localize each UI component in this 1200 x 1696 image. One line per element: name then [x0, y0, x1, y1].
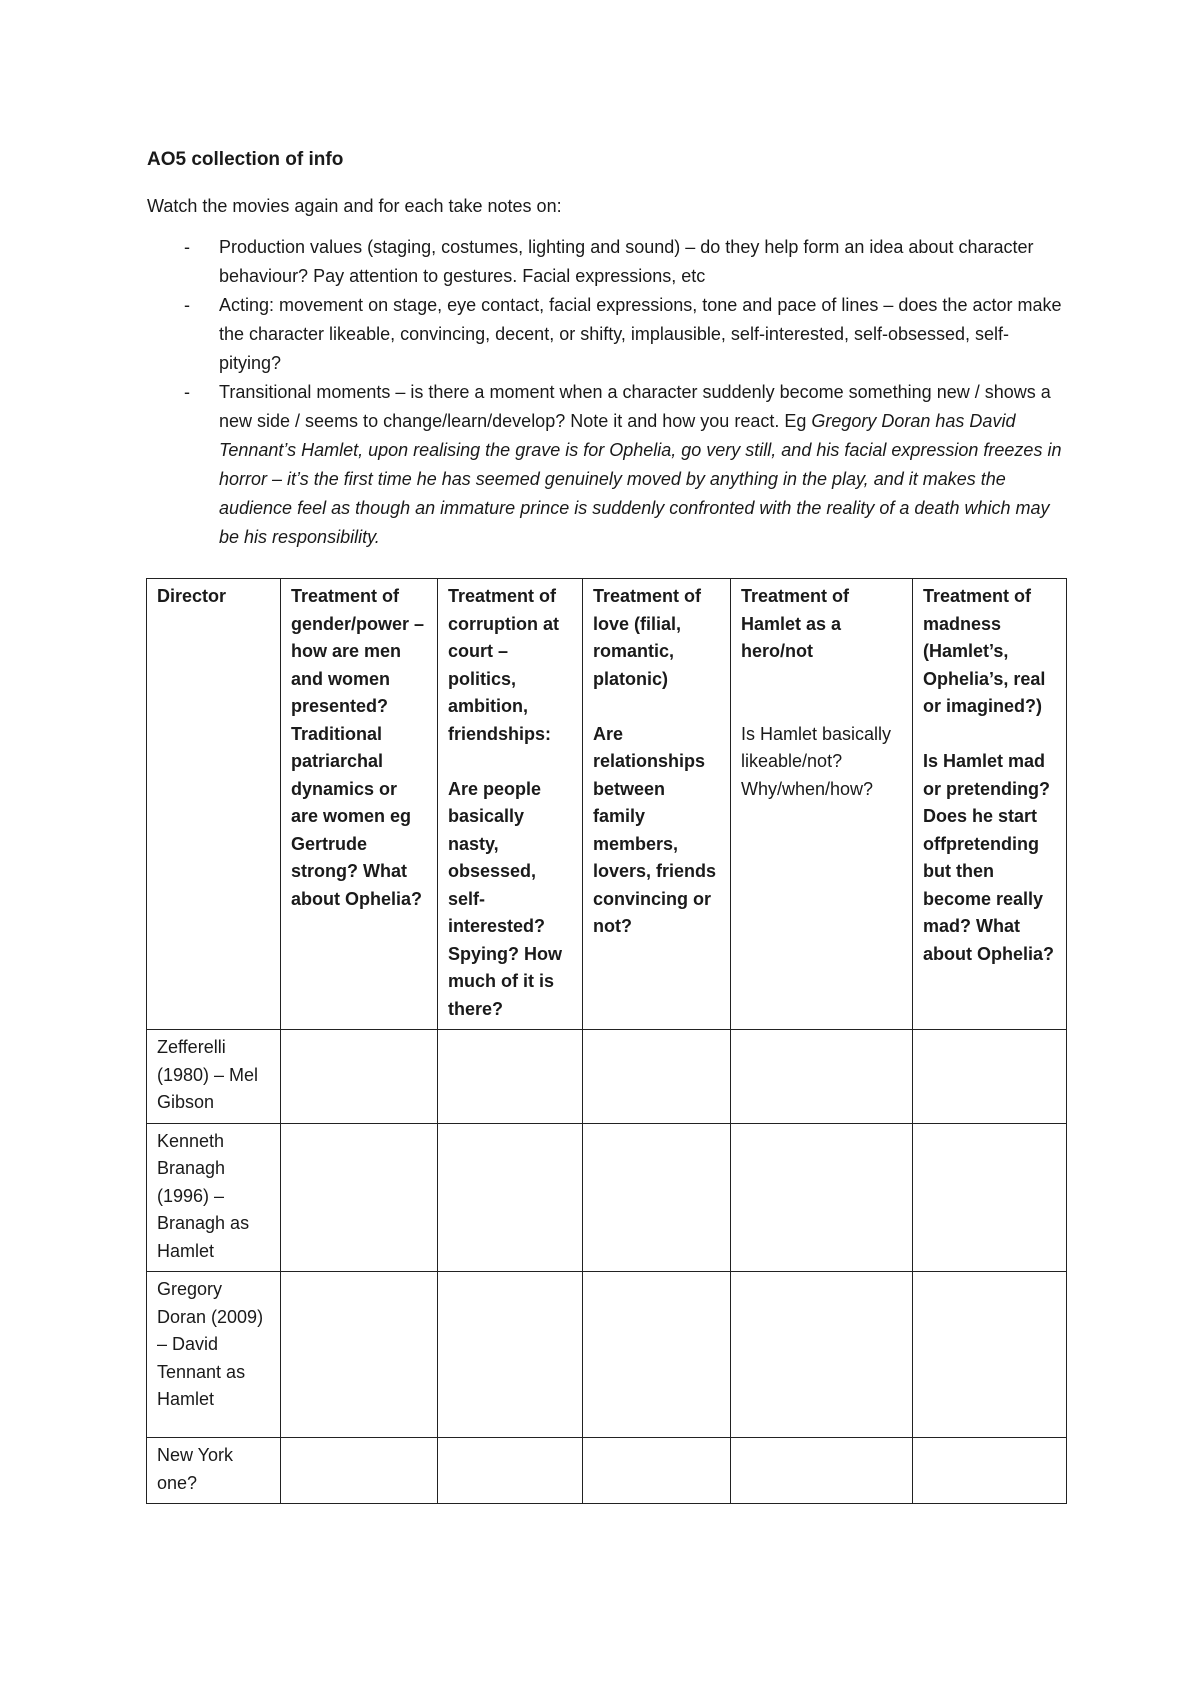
list-item: [147, 233, 1065, 291]
table-header-row: [147, 579, 1067, 1030]
empty-cell[interactable]: [438, 1123, 583, 1272]
empty-cell[interactable]: [281, 1030, 438, 1124]
empty-cell[interactable]: [438, 1030, 583, 1124]
bullet-text: Acting: movement on stage, eye contact, facial expressions, tone and pace of lines – does the actor make the character likeable, convincing, decent, or shifty, implausible, self-interested, self-obsessed, self-pitying?: [219, 295, 1062, 373]
bullet-text: Transitional moments – is there a moment when a character suddenly become something new / shows a new side / seems to change/learn/develop? Note it and how you react. Eg: [219, 382, 1051, 431]
empty-cell[interactable]: [913, 1272, 1067, 1438]
example-text: Gregory Doran has David Tennant’s Hamlet, upon realising the grave is for Ophelia, go very still, and his facial expression freezes in horror – it’s the first time he has seemed genuinely moved by anything in the play, and it makes the audience feel as though an immature prince is suddenly confronted with the reality of a death which may be his responsibility.: [219, 411, 1062, 547]
dash-bullet: -: [184, 382, 190, 402]
notes-table: [146, 578, 1067, 1504]
table-row: [147, 1123, 1067, 1272]
director-cell: Gregory Doran (2009) – David Tennant as Hamlet: [147, 1272, 281, 1438]
bullet-text: Production values (staging, costumes, lighting and sound) – do they help form an idea about character behaviour? Pay attention to gestures. Facial expressions, etc: [219, 237, 1034, 286]
empty-cell[interactable]: [913, 1030, 1067, 1124]
header-love: Treatment of love (filial, romantic, platonic) Are relationships between family members, lovers, friends convincing or not?: [583, 579, 731, 1030]
document-title: AO5 collection of info: [147, 149, 344, 170]
empty-cell[interactable]: [281, 1438, 438, 1504]
intro-text: Watch the movies again and for each take notes on:: [147, 196, 562, 216]
header-corruption: Treatment of corruption at court – politics, ambition, friendships: Are people basically nasty, obsessed, self-interested? Spying? How much of it is there?: [438, 579, 583, 1030]
header-gender: Treatment of gender/power – how are men and women presented? Traditional patriarchal dynamics or are women eg Gertrude strong? What about Ophelia?: [281, 579, 438, 1030]
empty-cell[interactable]: [583, 1030, 731, 1124]
empty-cell[interactable]: [438, 1272, 583, 1438]
header-director: Director: [147, 579, 281, 1030]
document-body: [147, 144, 1065, 552]
table-row: [147, 1030, 1067, 1124]
header-madness: Treatment of madness (Hamlet’s, Ophelia’s, real or imagined?) Is Hamlet mad or pretending? Does he start offpretending but then become really mad? What about Ophelia?: [913, 579, 1067, 1030]
director-cell: New York one?: [147, 1438, 281, 1504]
notes-list: [147, 233, 1065, 552]
empty-cell[interactable]: [913, 1123, 1067, 1272]
list-item: [147, 291, 1065, 378]
list-item: [147, 378, 1065, 552]
director-cell: Kenneth Branagh (1996) – Branagh as Hamlet: [147, 1123, 281, 1272]
empty-cell[interactable]: [731, 1438, 913, 1504]
dash-bullet: -: [184, 295, 190, 315]
empty-cell[interactable]: [913, 1438, 1067, 1504]
table-row: [147, 1272, 1067, 1438]
empty-cell[interactable]: [731, 1030, 913, 1124]
table-row: [147, 1438, 1067, 1504]
empty-cell[interactable]: [583, 1438, 731, 1504]
empty-cell[interactable]: [281, 1123, 438, 1272]
empty-cell[interactable]: [731, 1123, 913, 1272]
dash-bullet: -: [184, 237, 190, 257]
empty-cell[interactable]: [438, 1438, 583, 1504]
empty-cell[interactable]: [583, 1272, 731, 1438]
empty-cell[interactable]: [731, 1272, 913, 1438]
empty-cell[interactable]: [583, 1123, 731, 1272]
header-hero: Treatment of Hamlet as a hero/not Is Hamlet basically likeable/not? Why/when/how?: [731, 579, 913, 1030]
director-cell: Zefferelli (1980) – Mel Gibson: [147, 1030, 281, 1124]
empty-cell[interactable]: [281, 1272, 438, 1438]
